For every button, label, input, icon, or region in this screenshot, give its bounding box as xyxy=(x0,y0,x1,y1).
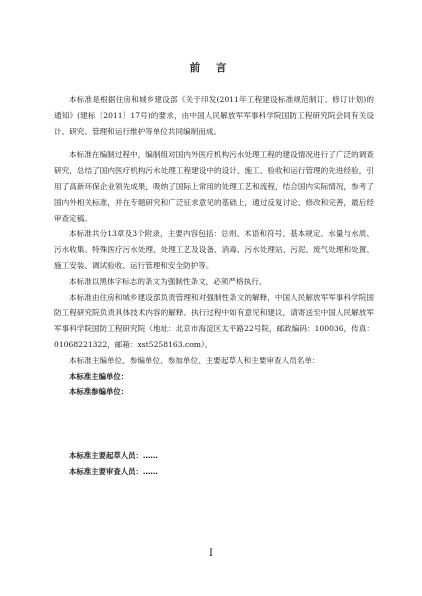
preface-paragraph-3: 本标准共分13章及3个附录，主要内容包括：总则、术语和符号、基本规定、水量与水质、污水收集、特殊医疗污水处理、处理工艺及设备、消毒、污水处理站、污泥、废气处理和处置、施工安装、调试验收、运行管理和安全防护等。 xyxy=(54,229,374,270)
participating-unit-label: 本标准参编单位： xyxy=(69,387,129,397)
preface-paragraph-5: 本标准由住房和城乡建设部负责管理和对强制性条文的解释，中国人民解放军军事科学院国防工程研究院负责具体技术内容的解释。执行过程中如有意见和建议，请寄送至中国人民解放军军事科学院国防工程研究院（地址：北京市海淀区太平路22号院，邮政编码：100036，传真：01068221322，邮箱：xst5258163.com）。 xyxy=(54,292,374,349)
reviewers-label: 本标准主要审查人员：…… xyxy=(69,467,158,476)
personnel-block xyxy=(54,448,374,480)
page-title: 前 言 xyxy=(189,62,233,74)
chief-editor-unit-label: 本标准主编单位： xyxy=(69,371,129,381)
preface-paragraph-1: 本标准是根据住房和城乡建设部《关于印发(2011年工程建设标准规范制订、修订计划)的通知》(建标〔2011〕17号)的要求，由中国人民解放军军事科学院国防工程研究院会同有关设计、研究、管理和运行维护等单位共同编制而成。 xyxy=(54,95,374,136)
preface-paragraph-4: 本标准以黑体字标志的条文为强制性条文，必须严格执行。 xyxy=(69,276,267,286)
drafters-label: 本标准主要起草人员：…… xyxy=(69,451,158,460)
preface-paragraph-2: 本标准在编制过程中，编制组对国内外医疗机构污水处理工程的建设情况进行了广泛的调查研究，总结了国内医疗机构污水处理工程建设中的设计、施工、验收和运行管理的先进经验，引用了高新环保企业领先成果，吸纳了国际上常用的处理工艺和流程，结合国内实际情况，参考了国内外相关标准，并在专题研究和广泛征求意见的基础上，通过反复讨论、修改和完善，最后经审查定稿。 xyxy=(54,150,374,223)
preface-body xyxy=(54,92,374,400)
preface-paragraph-6: 本标准主编单位、参编单位、参加单位、主要起草人和主要审查人员名单： xyxy=(69,355,320,365)
page-number: I xyxy=(209,548,213,559)
